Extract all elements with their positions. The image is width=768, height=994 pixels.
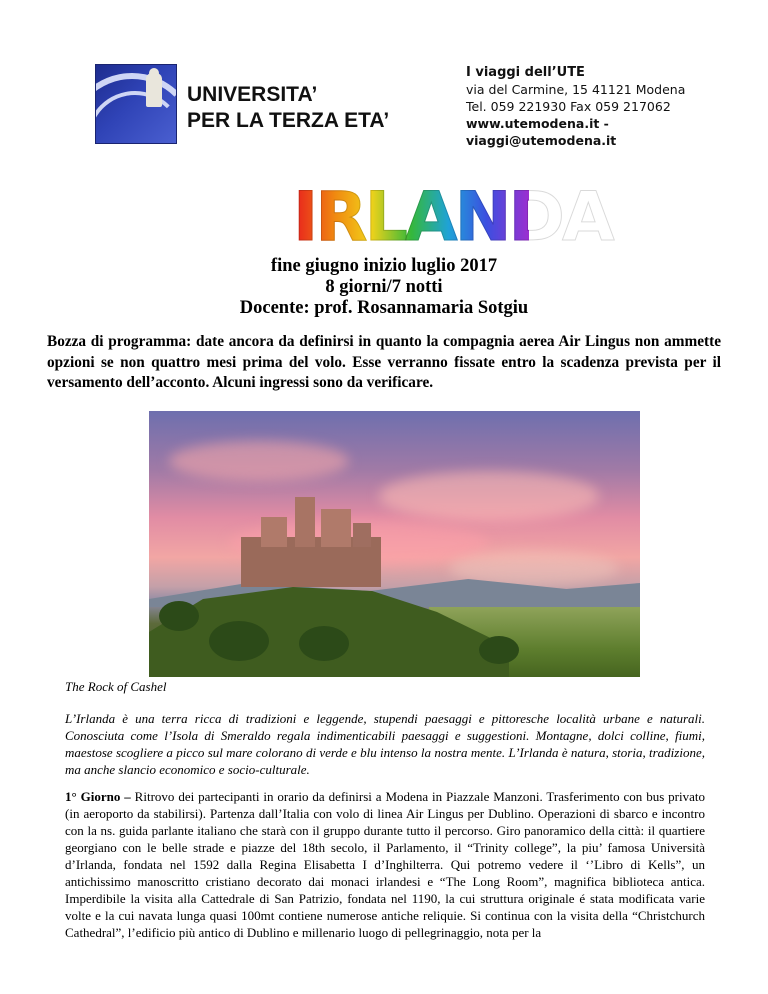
photo-caption: The Rock of Cashel: [65, 679, 167, 694]
contact-website[interactable]: www.utemodena.it -: [466, 116, 609, 131]
logo-emblem-icon: [95, 64, 177, 144]
subtitle-dates: fine giugno inizio luglio 2017: [270, 256, 498, 276]
contact-phone: Tel. 059 221930 Fax 059 217062: [466, 99, 671, 114]
day-1-text: Ritrovo dei partecipanti in orario da definirsi a Modena in Piazzale Manzoni. Trasferimento con bus privato (in aeroporto da stabilirsi). Partenza dall’Italia con volo di linea Air Lingus per Dublino. Operazioni di sbarco e incontro con la ns. guida parlante italiano che starà con il gruppo durante tutto il percorso. Giro panoramico della città: il quartiere georgiano con le belle strade e piazze del 18th secolo, il Parlamento, il “Trinity college”, la piu’ famosa Università d’Irlanda, fondata nel 1592 dalla Regina Elisabetta I d’Inghilterra. Qui potremo vedere il ‘’Libro di Kells”, un antichissimo manoscritto cristiano decorato dai monaci irlandesi e “The Long Room”, magnifica biblioteca antica. Imperdibile la visita alla Cattedrale di San Patrizio, fondata nel 1190, la cui struttura originale é stata modificata varie volte e la cui navata lunga quasi 100mt contiene numerose antiche reliquie. Si continua con la visita della “Christchurch Cathedral”, l’edificio più antico di Dublino e millenario luogo di pellegrinaggio, nota per la: [65, 789, 705, 940]
subtitle-duration: 8 giorni/7 notti: [325, 277, 443, 297]
day-1-label: 1° Giorno –: [65, 789, 131, 804]
subtitle-block: [0, 256, 768, 319]
logo-line-1: UNIVERSITA’: [187, 83, 318, 106]
day-1-paragraph: [65, 788, 705, 941]
description-paragraph: L’Irlanda è una terra ricca di tradizioni e leggende, stupendi paesaggi e pittoresche località urbane e naturali. Conosciuta come l’Isola di Smeraldo regala indimenticabili paesaggi e suggestioni. Montagne, dolci colline, fiumi, maestose scogliere a picco sul mare colorano di verde e blu intenso la nostra mente. L’Irlanda è natura, storia, tradizione, ma anche slancio economico e socio-culturale.: [65, 711, 705, 777]
contact-title: I viaggi dell’UTE: [466, 65, 585, 80]
intro-paragraph: Bozza di programma: date ancora da definirsi in quanto la compagnia aerea Air Lingus non ammette opzioni se non quattro mesi prima del volo. Esse verranno fissate entro la scadenza prevista per il versamento dell’acconto. Alcuni ingressi sono da verificare.: [47, 333, 721, 391]
contact-address: via del Carmine, 15 41121 Modena: [466, 82, 686, 97]
contact-email[interactable]: viaggi@utemodena.it: [466, 133, 617, 148]
logo-line-2: PER LA TERZA ETA’: [187, 109, 390, 132]
logo-text: [187, 82, 389, 134]
subtitle-teacher: Docente: prof. Rosannamaria Sotgiu: [239, 298, 529, 318]
ute-logo: [95, 64, 425, 142]
contact-block: [466, 64, 706, 149]
page-title: IRLANDA: [293, 178, 612, 257]
rock-of-cashel-photo: [149, 411, 640, 677]
